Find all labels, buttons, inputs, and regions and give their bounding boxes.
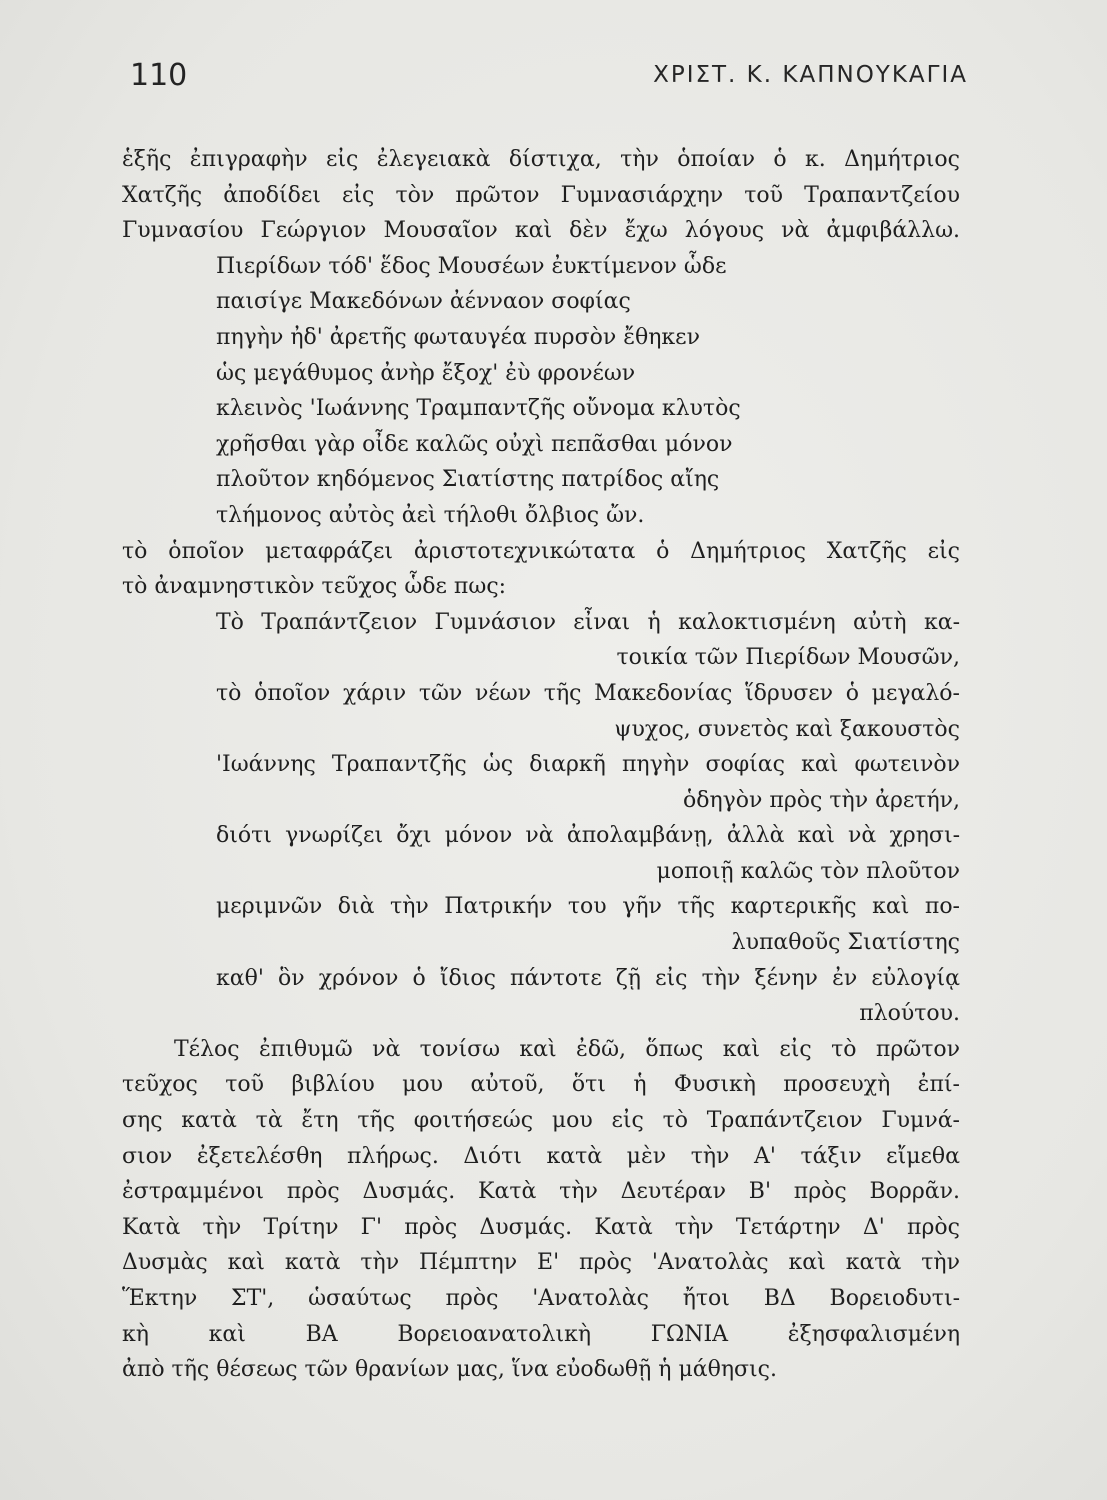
translation-line: Τὸ Τραπάντζειον Γυμνάσιον εἶναι ἡ καλοκτισμένη αὐτὴ κα-	[216, 609, 960, 635]
poem-line: ὡς μεγάθυμος ἀνὴρ ἔξοχ' ἐὺ φρονέων	[216, 360, 636, 386]
bridge-paragraph	[122, 534, 960, 605]
closing-line: Τέλος ἐπιθυμῶ νὰ τονίσω καὶ ἐδῶ, ὅπως καὶ εἰς τὸ πρῶτον	[174, 1036, 960, 1062]
body-text	[122, 142, 960, 1388]
translation-line: λυπαθοῦς Σιατίστης	[731, 930, 960, 956]
closing-line: σης κατὰ τὰ ἔτη τῆς φοιτήσεώς μου εἰς τὸ Τραπάντζειον Γυμνά-	[122, 1108, 960, 1134]
translation-line: ψυχος, συνετὸς καὶ ξακουστὸς	[614, 716, 960, 742]
poem-line: Πιερίδων τόδ' ἕδος Μουσέων ἐυκτίμενον ὧδε	[216, 253, 727, 279]
closing-paragraph	[122, 1032, 960, 1388]
poem-line: πηγὴν ἠδ' ἀρετῆς φωταυγέα πυρσὸν ἔθηκεν	[216, 324, 700, 350]
closing-line: ἀπὸ τῆς θέσεως τῶν θρανίων μας, ἵνα εὐοδωθῇ ἡ μάθησις.	[122, 1357, 777, 1383]
page-number: 110	[130, 58, 188, 93]
translation-line: τοικία τῶν Πιερίδων Μουσῶν,	[616, 645, 960, 671]
intro-line: Χατζῆς ἀποδίδει εἰς τὸν πρῶτον Γυμνασιάρχην τοῦ Τραπαντζείου	[122, 182, 960, 208]
translation-line: μεριμνῶν διὰ τὴν Πατρικήν του γῆν τῆς καρτερικῆς καὶ πο-	[216, 894, 960, 920]
closing-line: Κατὰ τὴν Τρίτην Γ' πρὸς Δυσμάς. Κατὰ τὴν Τετάρτην Δ' πρὸς	[122, 1214, 960, 1240]
closing-line: ἐστραμμένοι πρὸς Δυσμάς. Κατὰ τὴν Δευτέραν Β' πρὸς Βορρᾶν.	[122, 1179, 960, 1205]
translation-line: 'Ιωάννης Τραπαντζῆς ὡς διαρκῆ πηγὴν σοφίας καὶ φωτεινὸν	[216, 752, 960, 778]
translation-line: πλούτου.	[859, 1001, 960, 1027]
intro-line: ἑξῆς ἐπιγραφὴν εἰς ἐλεγειακὰ δίστιχα, τὴν ὁποίαν ὁ κ. Δημήτριος	[122, 147, 960, 172]
translation-line: διότι γνωρίζει ὄχι μόνον νὰ ἀπολαμβάνῃ, ἀλλὰ καὶ νὰ χρησι-	[216, 823, 960, 849]
closing-line: Δυσμὰς καὶ κατὰ τὴν Πέμπτην Ε' πρὸς 'Ανατολὰς καὶ κατὰ τὴν	[122, 1250, 960, 1276]
closing-line: κὴ καὶ ΒΑ Βορειοανατολικὴ ΓΩΝΙΑ ἐξησφαλισμένη	[122, 1321, 960, 1347]
translation-line: καθ' ὃν χρόνον ὁ ἴδιος πάντοτε ζῇ εἰς τὴν ξένην ἐν εὐλογίᾳ	[216, 965, 960, 991]
translation-line: τὸ ὁποῖον χάριν τῶν νέων τῆς Μακεδονίας ἵδρυσεν ὁ μεγαλό-	[216, 680, 960, 706]
poem-line: τλήμονος αὐτὸς ἀεὶ τήλοθι ὄλβιος ὤν.	[216, 502, 645, 528]
epigram-poem	[122, 249, 960, 534]
poem-line: πλοῦτον κηδόμενος Σιατίστης πατρίδος αἴης	[216, 467, 720, 493]
translation-line: ὁδηγὸν πρὸς τὴν ἀρετήν,	[682, 787, 960, 813]
intro-paragraph	[122, 142, 960, 249]
poem-line: παισίγε Μακεδόνων ἀένναον σοφίας	[216, 289, 631, 315]
closing-line: τεῦχος τοῦ βιβλίου μου αὐτοῦ, ὅτι ἡ Φυσικὴ προσευχὴ ἐπί-	[122, 1072, 960, 1098]
bridge-line: τὸ ἀναμνηστικὸν τεῦχος ὧδε πως:	[122, 574, 507, 600]
bridge-line: τὸ ὁποῖον μεταφράζει ἀριστοτεχνικώτατα ὁ Δημήτριος Χατζῆς εἰς	[122, 538, 960, 564]
poem-line: χρῆσθαι γὰρ οἶδε καλῶς οὐχὶ πεπᾶσθαι μόνον	[216, 431, 733, 457]
translation-line: μοποιῇ καλῶς τὸν πλοῦτον	[656, 858, 960, 884]
running-head: ΧΡΙΣΤ. Κ. ΚΑΠΝΟΥΚΑΓΙΑ	[653, 62, 968, 88]
poem-line: κλεινὸς 'Ιωάννης Τραμπαντζῆς οὔνομα κλυτὸς	[216, 396, 741, 422]
page-header	[130, 58, 968, 98]
intro-line: Γυμνασίου Γεώργιον Μουσαῖον καὶ δὲν ἔχω λόγους νὰ ἀμφιβάλλω.	[122, 218, 960, 244]
translation-block	[122, 605, 960, 1032]
closing-line: Ἕκτην ΣΤ', ὡσαύτως πρὸς 'Ανατολὰς ἤτοι ΒΔ Βορειοδυτι-	[122, 1286, 960, 1311]
closing-line: σιον ἐξετελέσθη πλήρως. Διότι κατὰ μὲν τὴν Α' τάξιν εἴμεθα	[122, 1143, 960, 1169]
